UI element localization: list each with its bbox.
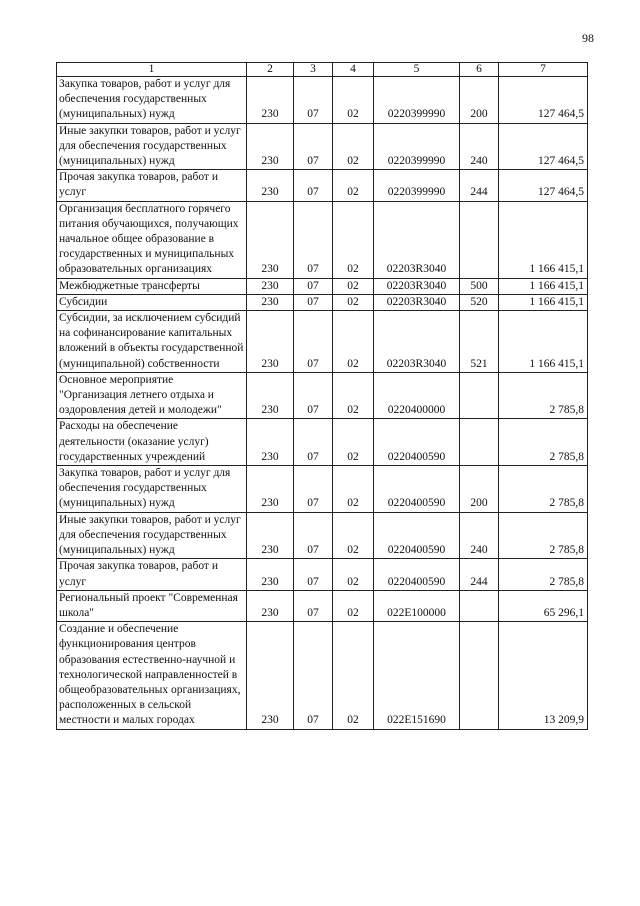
table-row (57, 466, 588, 513)
item-name: Прочая закупка товаров, работ и услуг (57, 559, 247, 590)
cell-amount: 1 166 415,1 (499, 311, 588, 373)
cell-section: 07 (294, 311, 333, 373)
cell-subsection: 02 (333, 419, 374, 466)
item-name: Прочая закупка товаров, работ и услуг (57, 170, 247, 201)
cell-expense-type: 200 (460, 77, 499, 124)
page-number: 98 (582, 31, 594, 45)
item-name: Расходы на обеспечение деятельности (оказание услуг) государственных учреждений (57, 419, 247, 466)
cell-subsection: 02 (333, 590, 374, 621)
cell-target-code: 022E151690 (374, 622, 460, 729)
cell-code-2: 230 (247, 559, 294, 590)
cell-amount: 2 785,8 (499, 419, 588, 466)
cell-amount: 1 166 415,1 (499, 294, 588, 310)
cell-code-2: 230 (247, 466, 294, 513)
cell-subsection: 02 (333, 622, 374, 729)
cell-subsection: 02 (333, 170, 374, 201)
table-row (57, 201, 588, 278)
cell-expense-type: 244 (460, 170, 499, 201)
cell-expense-type (460, 590, 499, 621)
cell-expense-type: 500 (460, 278, 499, 294)
cell-target-code: 02203R3040 (374, 311, 460, 373)
column-header: 2 (247, 63, 294, 77)
item-name: Создание и обеспечение функционирования центров образования естественно-научной и технологической направленностей в общеобразовательных организациях, расположенных в сельской местности и малых городах (57, 622, 247, 729)
cell-target-code: 0220400000 (374, 372, 460, 419)
cell-section: 07 (294, 559, 333, 590)
cell-target-code: 0220400590 (374, 512, 460, 559)
table-row (57, 590, 588, 621)
column-header: 7 (499, 63, 588, 77)
cell-amount: 65 296,1 (499, 590, 588, 621)
cell-expense-type: 240 (460, 512, 499, 559)
table-row (57, 77, 588, 124)
cell-code-2: 230 (247, 311, 294, 373)
cell-subsection: 02 (333, 512, 374, 559)
cell-expense-type (460, 372, 499, 419)
cell-amount: 2 785,8 (499, 559, 588, 590)
cell-subsection: 02 (333, 123, 374, 170)
table-row (57, 372, 588, 419)
cell-section: 07 (294, 170, 333, 201)
cell-expense-type: 520 (460, 294, 499, 310)
cell-code-2: 230 (247, 201, 294, 278)
cell-target-code: 0220399990 (374, 77, 460, 124)
item-name: Региональный проект "Современная школа" (57, 590, 247, 621)
cell-amount: 127 464,5 (499, 170, 588, 201)
cell-subsection: 02 (333, 372, 374, 419)
cell-section: 07 (294, 294, 333, 310)
cell-target-code: 0220400590 (374, 559, 460, 590)
table-row (57, 622, 588, 729)
cell-expense-type: 521 (460, 311, 499, 373)
budget-table (56, 62, 588, 730)
column-header: 1 (57, 63, 247, 77)
cell-expense-type (460, 419, 499, 466)
item-name: Межбюджетные трансферты (57, 278, 247, 294)
cell-expense-type: 200 (460, 466, 499, 513)
cell-expense-type: 244 (460, 559, 499, 590)
cell-section: 07 (294, 512, 333, 559)
cell-amount: 2 785,8 (499, 372, 588, 419)
cell-amount: 2 785,8 (499, 512, 588, 559)
cell-amount: 1 166 415,1 (499, 201, 588, 278)
cell-code-2: 230 (247, 77, 294, 124)
cell-amount: 127 464,5 (499, 77, 588, 124)
column-header: 6 (460, 63, 499, 77)
cell-subsection: 02 (333, 466, 374, 513)
cell-subsection: 02 (333, 311, 374, 373)
table-row (57, 512, 588, 559)
cell-target-code: 02203R3040 (374, 201, 460, 278)
cell-code-2: 230 (247, 278, 294, 294)
cell-subsection: 02 (333, 278, 374, 294)
cell-target-code: 0220399990 (374, 123, 460, 170)
cell-subsection: 02 (333, 559, 374, 590)
cell-section: 07 (294, 622, 333, 729)
header-row (57, 63, 588, 77)
cell-code-2: 230 (247, 294, 294, 310)
cell-code-2: 230 (247, 419, 294, 466)
cell-target-code: 02203R3040 (374, 278, 460, 294)
table-row (57, 278, 588, 294)
cell-subsection: 02 (333, 201, 374, 278)
cell-section: 07 (294, 123, 333, 170)
cell-section: 07 (294, 419, 333, 466)
cell-target-code: 02203R3040 (374, 294, 460, 310)
table-row (57, 170, 588, 201)
cell-amount: 127 464,5 (499, 123, 588, 170)
cell-code-2: 230 (247, 590, 294, 621)
cell-section: 07 (294, 77, 333, 124)
cell-code-2: 230 (247, 512, 294, 559)
item-name: Организация бесплатного горячего питания обучающихся, получающих начальное общее образование в государственных и муниципальных образовательных организациях (57, 201, 247, 278)
column-header: 4 (333, 63, 374, 77)
cell-subsection: 02 (333, 77, 374, 124)
cell-amount: 2 785,8 (499, 466, 588, 513)
item-name: Субсидии (57, 294, 247, 310)
cell-code-2: 230 (247, 123, 294, 170)
cell-target-code: 0220400590 (374, 466, 460, 513)
cell-target-code: 0220400590 (374, 419, 460, 466)
cell-expense-type: 240 (460, 123, 499, 170)
item-name: Основное мероприятие "Организация летнего отдыха и оздоровления детей и молодежи" (57, 372, 247, 419)
item-name: Иные закупки товаров, работ и услуг для обеспечения государственных (муниципальных) нужд (57, 123, 247, 170)
cell-expense-type (460, 622, 499, 729)
cell-amount: 13 209,9 (499, 622, 588, 729)
table-row (57, 123, 588, 170)
table-row (57, 294, 588, 310)
cell-target-code: 022E100000 (374, 590, 460, 621)
cell-expense-type (460, 201, 499, 278)
item-name: Иные закупки товаров, работ и услуг для обеспечения государственных (муниципальных) нужд (57, 512, 247, 559)
table-row (57, 419, 588, 466)
cell-subsection: 02 (333, 294, 374, 310)
item-name: Закупка товаров, работ и услуг для обеспечения государственных (муниципальных) нужд (57, 77, 247, 124)
cell-section: 07 (294, 278, 333, 294)
cell-amount: 1 166 415,1 (499, 278, 588, 294)
cell-section: 07 (294, 201, 333, 278)
cell-code-2: 230 (247, 372, 294, 419)
cell-section: 07 (294, 590, 333, 621)
table-row (57, 559, 588, 590)
item-name: Закупка товаров, работ и услуг для обеспечения государственных (муниципальных) нужд (57, 466, 247, 513)
cell-target-code: 0220399990 (374, 170, 460, 201)
cell-code-2: 230 (247, 622, 294, 729)
cell-section: 07 (294, 466, 333, 513)
item-name: Субсидии, за исключением субсидий на софинансирование капитальных вложений в объекты государственной (муниципальной) собственности (57, 311, 247, 373)
cell-section: 07 (294, 372, 333, 419)
cell-code-2: 230 (247, 170, 294, 201)
column-header: 3 (294, 63, 333, 77)
column-header: 5 (374, 63, 460, 77)
table-row (57, 311, 588, 373)
